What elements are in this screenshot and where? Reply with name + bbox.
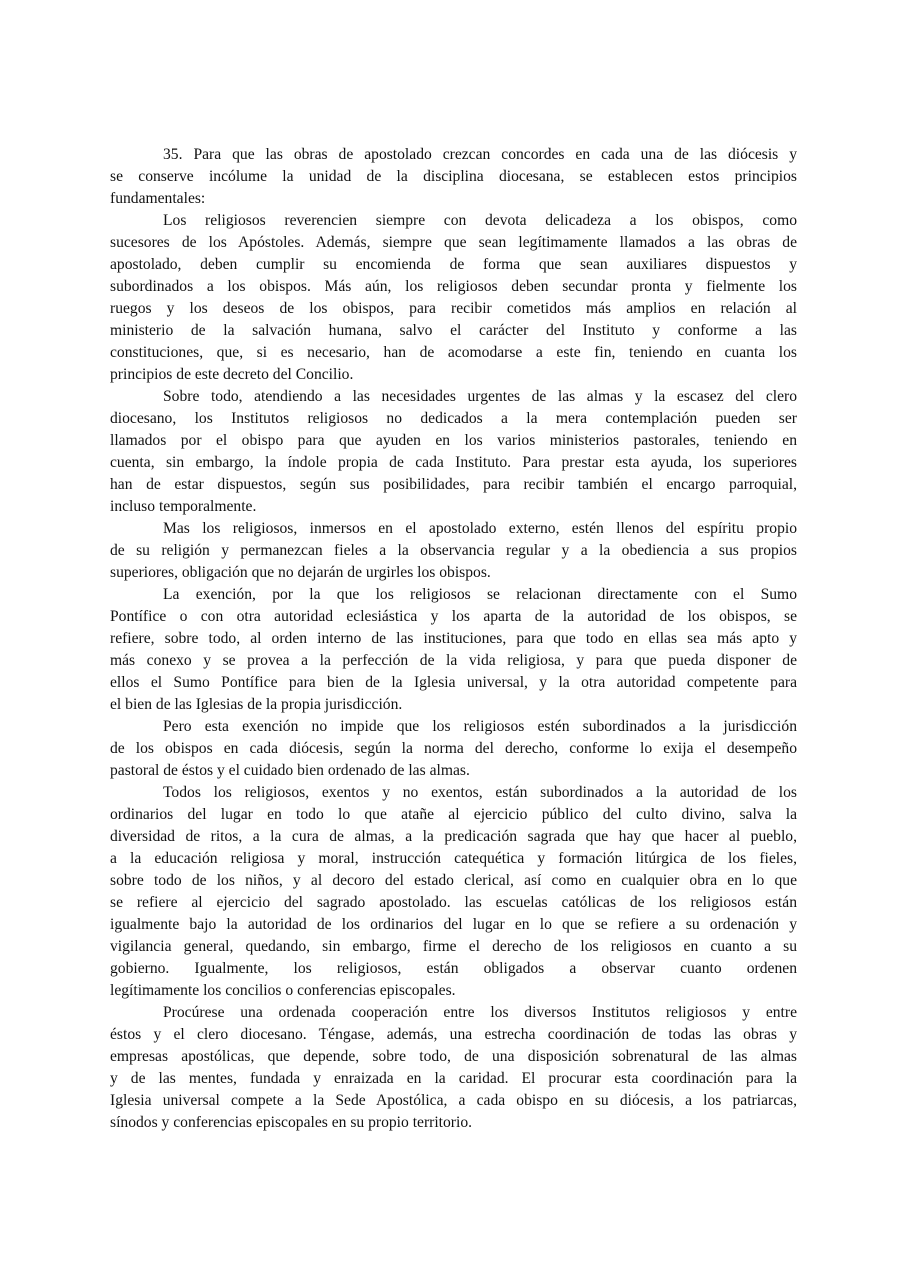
text-line: Pero esta exención no impide que los religiosos estén subordinados a la jurisdicción (163, 718, 797, 735)
text-line: ruegos y los deseos de los obispos, para recibir cometidos más amplios en relación al (110, 300, 797, 317)
text-line: a la educación religiosa y moral, instrucción catequética y formación litúrgica de los fieles, (110, 850, 797, 867)
document-page (110, 144, 797, 1134)
text-line: diversidad de ritos, a la cura de almas, a la predicación sagrada que hay que hacer al pueblo, (110, 828, 797, 845)
text-line: el bien de las Iglesias de la propia jurisdicción. (110, 696, 403, 713)
text-line: sucesores de los Apóstoles. Además, siempre que sean legítimamente llamados a las obras de (110, 234, 797, 251)
text-line: se refiere al ejercicio del sagrado apostolado. las escuelas católicas de los religiosos están (110, 894, 797, 911)
text-line: Mas los religiosos, inmersos en el apostolado externo, estén llenos del espíritu propio (163, 520, 797, 537)
text-line: de los obispos en cada diócesis, según la norma del derecho, conforme lo exija el desempeño (110, 740, 797, 757)
paragraph (110, 716, 797, 782)
text-line: principios de este decreto del Concilio. (110, 366, 354, 383)
paragraph (110, 518, 797, 584)
text-line: y de las mentes, fundada y enraizada en la caridad. El procurar esta coordinación para la (110, 1070, 797, 1087)
text-line: constituciones, que, si es necesario, han de acomodarse a este fin, teniendo en cuanta los (110, 344, 797, 361)
text-line: cuenta, sin embargo, la índole propia de cada Instituto. Para prestar esta ayuda, los superiores (110, 454, 797, 471)
text-line: vigilancia general, quedando, sin embargo, firme el derecho de los religiosos en cuanto a su (110, 938, 797, 955)
text-line: fundamentales: (110, 190, 206, 207)
text-line: ellos el Sumo Pontífice para bien de la Iglesia universal, y la otra autoridad competente para (110, 674, 797, 691)
text-line: Sobre todo, atendiendo a las necesidades urgentes de las almas y la escasez del clero (163, 388, 797, 405)
text-line: diocesano, los Institutos religiosos no dedicados a la mera contemplación pueden ser (110, 410, 797, 427)
text-line: se conserve incólume la unidad de la disciplina diocesana, se establecen estos principios (110, 168, 797, 185)
text-line: pastoral de éstos y el cuidado bien ordenado de las almas. (110, 762, 470, 779)
text-line: gobierno. Igualmente, los religiosos, están obligados a observar cuanto ordenen (110, 960, 797, 977)
text-line: 35. Para que las obras de apostolado crezcan concordes en cada una de las diócesis y (163, 146, 797, 163)
text-line: Procúrese una ordenada cooperación entre los diversos Institutos religiosos y entre (163, 1004, 797, 1021)
paragraph (110, 584, 797, 716)
text-line: llamados por el obispo para que ayuden en los varios ministerios pastorales, teniendo en (110, 432, 797, 449)
text-line: ministerio de la salvación humana, salvo el carácter del Instituto y conforme a las (110, 322, 797, 339)
text-line: refiere, sobre todo, al orden interno de las instituciones, para que todo en ellas sea más apto y (110, 630, 797, 647)
text-line: igualmente bajo la autoridad de los ordinarios del lugar en lo que se refiere a su ordenación y (110, 916, 797, 933)
text-line: legítimamente los concilios o conferencias episcopales. (110, 982, 456, 999)
text-line: ordinarios del lugar en todo lo que atañe al ejercicio público del culto divino, salva la (110, 806, 797, 823)
text-line: incluso temporalmente. (110, 498, 257, 515)
text-line: sobre todo de los niños, y al decoro del estado clerical, así como en cualquier obra en lo que (110, 872, 797, 889)
text-line: Pontífice o con otra autoridad eclesiástica y los aparta de la autoridad de los obispos, se (110, 608, 797, 625)
text-line: Los religiosos reverencien siempre con devota delicadeza a los obispos, como (163, 212, 797, 229)
paragraph (110, 1002, 797, 1134)
paragraph (110, 386, 797, 518)
text-line: más conexo y se provea a la perfección de la vida religiosa, y para que pueda disponer de (110, 652, 797, 669)
text-line: sínodos y conferencias episcopales en su propio territorio. (110, 1114, 473, 1131)
text-line: de su religión y permanezcan fieles a la observancia regular y a la obediencia a sus propios (110, 542, 797, 559)
text-line: han de estar dispuestos, según sus posibilidades, para recibir también el encargo parroquial, (110, 476, 797, 493)
paragraph (110, 782, 797, 1002)
paragraph (110, 144, 797, 210)
text-line: superiores, obligación que no dejarán de urgirles los obispos. (110, 564, 491, 581)
text-line: Iglesia universal compete a la Sede Apostólica, a cada obispo en su diócesis, a los patriarcas, (110, 1092, 797, 1109)
text-line: subordinados a los obispos. Más aún, los religiosos deben secundar pronta y fielmente los (110, 278, 797, 295)
text-line: éstos y el clero diocesano. Téngase, además, una estrecha coordinación de todas las obras y (110, 1026, 797, 1043)
paragraph (110, 210, 797, 386)
text-line: empresas apostólicas, que depende, sobre todo, de una disposición sobrenatural de las almas (110, 1048, 797, 1065)
text-line: La exención, por la que los religiosos se relacionan directamente con el Sumo (163, 586, 797, 603)
text-line: Todos los religiosos, exentos y no exentos, están subordinados a la autoridad de los (163, 784, 797, 801)
text-line: apostolado, deben cumplir su encomienda de forma que sean auxiliares dispuestos y (110, 256, 797, 273)
